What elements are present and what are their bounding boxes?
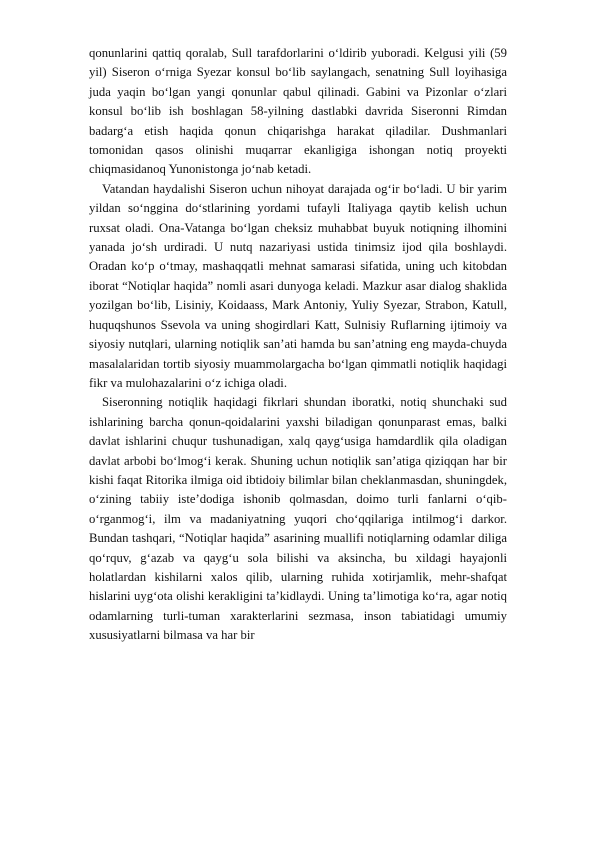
paragraph-3: Siseronning notiqlik haqidagi fikrlari shundan iboratki, notiq shunchaki sud ishlarining barcha qonun-qoidalarini yaxshi biladigan qonunparast emas, balki davlat ishlarini chuqur tushunadigan, xalq qayg‘usiga hamdardlik qila oladigan davlat arbobi bo‘lmog‘i kerak. Shuning uchun notiqlik san’atiga qiziqqan har bir kishi faqat Ritorika ilmiga oid ibtidoiy bilimlar bilan cheklanmasdan, shuningdek, o‘zining tabiiy iste’dodiga ishonib qolmasdan, doimo turli fanlarni o‘qib-o‘rganmog‘i, ilm va madaniyatning yuqori cho‘qqilariga intilmog‘i darkor. Bundan tashqari, “Notiqlar haqida” asarining muallifi notiqlarning odamlar diliga qo‘rquv, g‘azab va qayg‘u sola bilishi va aksincha, bu xildagi hayajonli holatlardan kishilarni xalos qilib, ularning ruhida xotirjamlik, mehr-shafqat hislarini uyg‘ota olishi kerakligini ta’kidlaydi. Uning ta’limotiga ko‘ra, agar notiq odamlarning turli-tuman xarakterlarini sezmasa, inson tabiatidagi umumiy xususiyatlarni bilmasa va har bir (89, 395, 507, 643)
paragraph-1: qonunlarini qattiq qoralab, Sull tarafdorlarini o‘ldirib yuboradi. Kelgusi yili (59 yil) Siseron o‘rniga Syezar konsul bo‘lib saylangach, senatning Sull loyihasiga juda yaqin bo‘lgan yangi qonunlar qabul qilinadi. Gabini va Pizonlar o‘zlari konsul bo‘lib ish boshlagan 58-yilning dastlabki davrida Siseronni Rimdan badarg‘a etish haqida qonun chiqarishga harakat qiladilar. Dushmanlari tomonidan qasos olinishi muqarrar ekanligiga ishongan notiq proyekti chiqmasidanoq Yunonistonga jo‘nab ketadi. (89, 46, 507, 177)
paragraph-2: Vatandan haydalishi Siseron uchun nihoyat darajada og‘ir bo‘ladi. U bir yarim yildan so‘nggina do‘stlarining yordami tufayli Italiyaga qaytib kelish uchun ruxsat oladi. Ona-Vatanga bo‘lgan cheksiz muhabbat buyuk notiqning ilhomini yanada jo‘sh urdiradi. U nutq nazariyasi ustida tinimsiz ijod qila boshlaydi. Oradan ko‘p o‘tmay, mashaqqatli mehnat samarasi sifatida, uning uch kitobdan iborat “Notiqlar haqida” nomli asari dunyoga keladi. Mazkur asar dialog shaklida yozilgan bo‘lib, Lisiniy, Koidaass, Mark Antoniy, Yuliy Syezar, Strabon, Katull, huquqshunos Ssevola va uning shogirdlari Katt, Sulnisiy Ruflarning ijtimoiy va siyosiy nutqlari, ularning notiqlik san’ati hamda bu san’atning eng mayda-chuyda masalalaridan tortib siyosiy muammolargacha bo‘lgan qimmatli notiqlik haqidagi fikr va mulohazalarini o‘z ichiga oladi. (89, 181, 507, 390)
document-body (89, 44, 507, 646)
